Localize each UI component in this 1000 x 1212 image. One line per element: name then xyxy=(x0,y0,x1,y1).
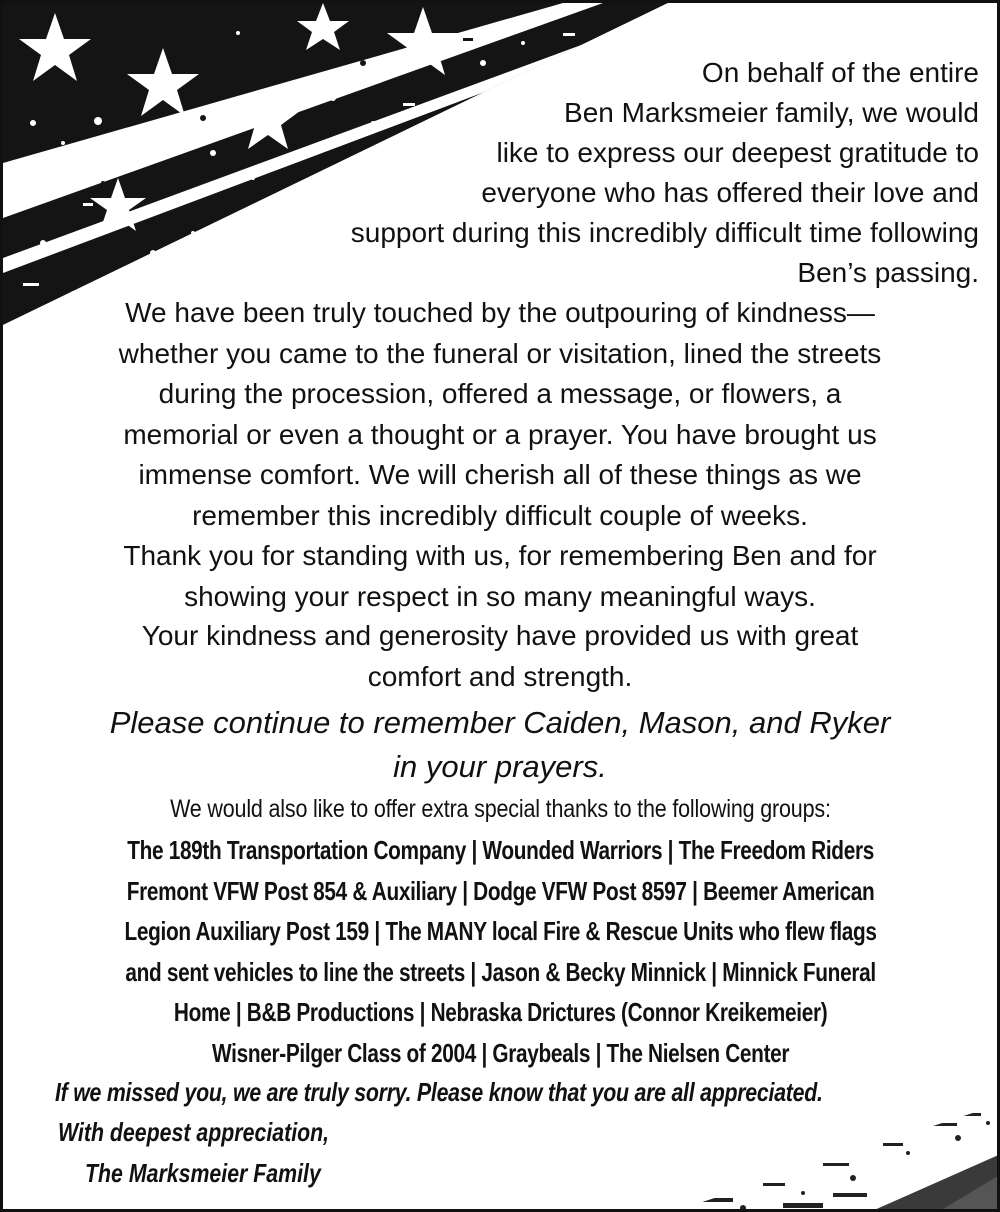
kindness-line: whether you came to the funeral or visitation, lined the streets xyxy=(118,337,882,369)
kindness-line: during the procession, offered a message, or flowers, a xyxy=(158,378,842,409)
thank-you-line: showing your respect in so many meaningful ways. xyxy=(184,580,816,612)
kindness-line: immense comfort. We will cherish all of these things as we xyxy=(138,459,862,490)
groups-line: Wisner-Pilger Class of 2004 | Graybeals | The Nielsen Center xyxy=(212,1037,790,1068)
kindness-line: remember this incredibly difficult couple of weeks. xyxy=(192,499,808,531)
thank-you-paragraph xyxy=(3,536,997,617)
intro-line: Ben Marksmeier family, we would xyxy=(564,97,979,128)
intro-line: everyone who has offered their love and xyxy=(481,177,979,208)
apology-line: If we missed you, we are truly sorry. Please know that you are all appreciated. xyxy=(55,1077,823,1107)
kindness-line: We have been truly touched by the outpouring of kindness— xyxy=(125,297,875,328)
groups-list xyxy=(103,830,898,1073)
special-thanks-intro: We would also like to offer extra special thanks to the following groups: xyxy=(170,795,831,823)
intro-line: Ben’s passing. xyxy=(797,257,979,288)
intro-paragraph xyxy=(179,53,979,293)
kindness-line: memorial or even a thought or a prayer. You have brought us xyxy=(123,418,877,450)
prayer-line: in your prayers. xyxy=(393,749,607,784)
groups-line: Home | B&B Productions | Nebraska Drictures (Connor Kreikemeier) xyxy=(173,997,828,1027)
kindness-paragraph xyxy=(3,293,997,536)
generosity-paragraph xyxy=(3,616,997,697)
groups-line: Fremont VFW Post 854 & Auxiliary | Dodge VFW Post 8597 | Beemer American xyxy=(126,875,875,906)
intro-line: like to express our deepest gratitude to xyxy=(496,137,979,168)
groups-line: Legion Auxiliary Post 159 | The MANY local Fire & Rescue Units who flew flags xyxy=(124,916,877,946)
prayer-line: Please continue to remember Caiden, Mason, and Ryker xyxy=(109,705,891,740)
generosity-line: comfort and strength. xyxy=(367,660,633,692)
brush-decoration xyxy=(703,1113,1000,1212)
intro-line: support during this incredibly difficult time following xyxy=(350,217,979,248)
groups-line: and sent vehicles to line the streets | Jason & Becky Minnick | Minnick Funeral xyxy=(125,956,876,987)
prayer-request xyxy=(3,701,997,789)
signature: The Marksmeier Family xyxy=(85,1158,321,1188)
thank-you-line: Thank you for standing with us, for remembering Ben and for xyxy=(123,540,877,571)
generosity-line: Your kindness and generosity have provided us with great xyxy=(141,620,859,651)
groups-line: The 189th Transportation Company | Wounded Warriors | The Freedom Riders xyxy=(127,835,874,865)
intro-line: On behalf of the entire xyxy=(701,57,979,88)
closing-line: With deepest appreciation, xyxy=(58,1117,330,1147)
